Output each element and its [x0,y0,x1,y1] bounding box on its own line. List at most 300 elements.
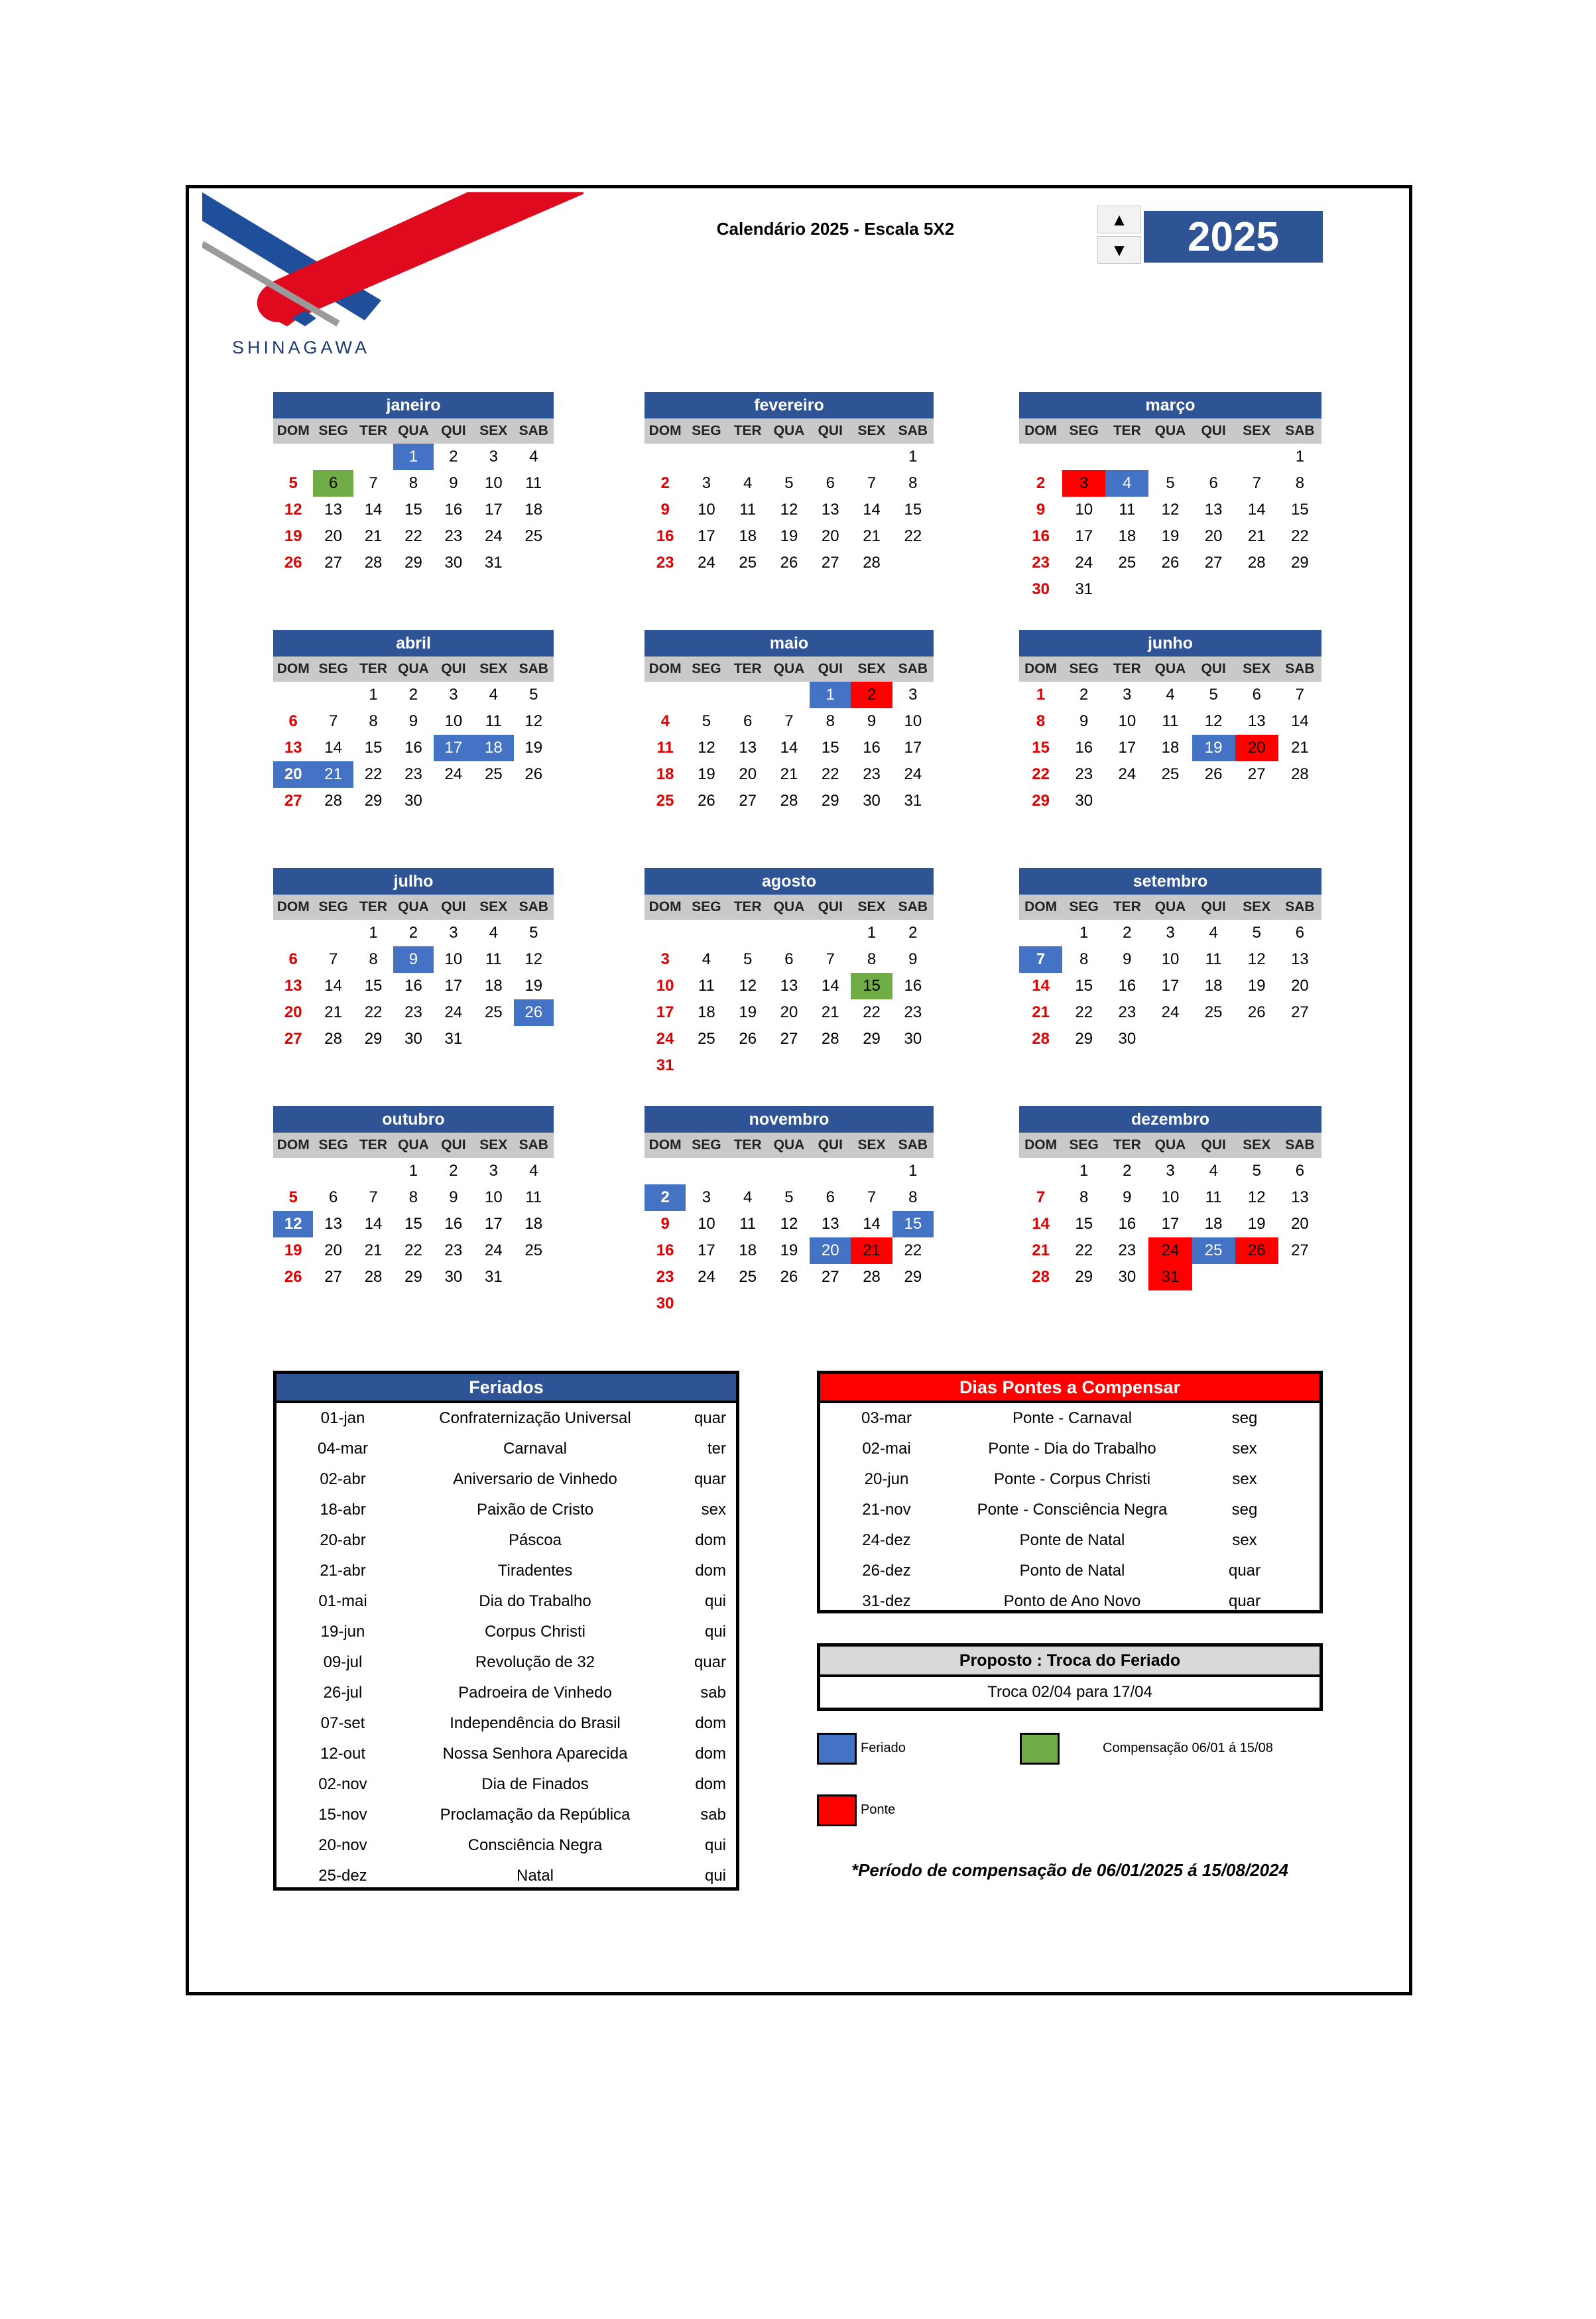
weekday-header: DOM [648,661,682,676]
day-cell-feriado: 12 [273,1211,313,1237]
day-cell: 20 [1204,527,1223,545]
month-title: julho [273,868,554,895]
weekday-header-row [1019,1133,1321,1158]
feriados-weekday: sex [701,1501,726,1519]
day-cell: 2 [449,448,458,466]
weekday-header: QUI [1201,1137,1226,1153]
feriados-row [276,1495,736,1525]
month-title: março [1019,392,1321,418]
feriados-row [276,1647,736,1678]
empty-day-cell [851,444,892,470]
month-title: outubro [273,1106,554,1133]
day-cell: 18 [698,1003,715,1021]
day-cell: 21 [863,527,881,545]
empty-day-cell [313,682,353,708]
day-cell: 6 [784,950,794,968]
day-cell: 9 [408,712,418,730]
day-cell: 30 [404,792,422,810]
day-cell: 2 [660,474,670,492]
month-abril [273,630,554,814]
day-cell: 3 [1123,686,1132,704]
day-cell-feriado: 20 [273,761,313,788]
day-cell: 23 [656,1268,674,1286]
empty-day-cell [514,550,554,576]
day-cell: 26 [1161,554,1180,572]
weekday-header: SAB [1285,661,1315,676]
weekday-header-row [1019,895,1321,920]
day-cell: 27 [1204,554,1223,572]
day-cell: 23 [1118,1241,1136,1259]
pontes-name: Ponto de Ano Novo [1003,1592,1141,1610]
day-cell: 24 [698,1268,715,1286]
empty-day-cell [313,1158,353,1184]
day-cell: 13 [780,977,798,995]
week-row [1019,946,1321,973]
day-cell: 27 [284,1030,302,1048]
pontes-weekday: sex [1232,1531,1257,1549]
pontes-date: 26-dez [862,1562,911,1580]
empty-day-cell [353,1158,393,1184]
weekday-header: SEG [692,661,721,676]
day-cell: 21 [1291,739,1309,757]
day-cell: 13 [324,1215,342,1233]
day-cell: 8 [908,1188,918,1206]
weekday-header: QUA [1154,899,1186,914]
week-row [645,735,934,761]
day-cell: 5 [1209,686,1218,704]
week-row [645,1237,934,1264]
day-cell: 14 [364,501,383,519]
empty-day-cell [892,1052,934,1079]
day-cell: 13 [284,739,302,757]
pontes-weekday: sex [1232,1470,1257,1488]
day-cell: 11 [698,977,715,995]
weekday-header: SEX [479,423,508,438]
logo-text: SHINAGAWA [232,338,371,357]
feriados-weekday: quar [694,1409,726,1427]
year-down-button[interactable]: ▼ [1097,236,1141,264]
weekday-header: QUI [818,899,843,914]
day-cell: 2 [1079,686,1089,704]
day-cell: 26 [698,792,715,810]
week-row [1019,788,1321,814]
day-cell: 22 [1291,527,1309,545]
week-row [273,1211,554,1237]
week-row [1019,920,1321,946]
day-cell: 1 [1079,1162,1089,1180]
pontes-date: 02-mai [862,1440,911,1458]
day-cell: 18 [1204,1215,1223,1233]
legend-compensacao-label: Compensação 06/01 á 15/08 [1103,1741,1273,1755]
day-cell: 31 [484,554,503,572]
weekday-header: SAB [519,899,548,914]
day-cell: 12 [524,950,543,968]
empty-day-cell [1019,920,1062,946]
weekday-header: DOM [276,423,310,438]
week-row [1019,444,1321,470]
empty-day-cell [1235,444,1278,470]
pontes-table [817,1371,1323,1613]
month-outubro [273,1106,554,1290]
weekday-header: SEG [1069,1137,1099,1153]
weekday-header: SEG [318,1137,348,1153]
empty-day-cell [851,1052,892,1079]
day-cell: 16 [404,739,422,757]
empty-day-cell [851,1158,892,1184]
day-cell: 7 [1252,474,1261,492]
day-cell-ponte: 2 [851,682,892,708]
feriados-date: 02-nov [318,1775,367,1793]
weekday-header: TER [359,423,388,438]
empty-day-cell [434,788,473,814]
month-junho [1019,630,1321,814]
weekday-header: SEX [857,1137,886,1153]
feriados-title: Feriados [276,1374,736,1403]
day-cell: 25 [656,792,674,810]
day-cell: 20 [1291,1215,1309,1233]
feriados-date: 02-abr [320,1470,366,1488]
week-row [273,1237,554,1264]
day-cell: 15 [364,739,383,757]
year-up-button[interactable]: ▲ [1097,206,1141,233]
day-cell: 27 [324,554,342,572]
feriados-date: 18-abr [320,1501,366,1519]
day-cell: 29 [1291,554,1309,572]
empty-day-cell [686,444,727,470]
day-cell: 10 [698,1215,715,1233]
weekday-header: SEX [1243,661,1271,676]
week-row [645,920,934,946]
feriados-date: 19-jun [320,1623,365,1641]
day-cell: 22 [904,1241,922,1259]
day-cell: 20 [739,765,757,783]
day-cell: 7 [1295,686,1305,704]
weekday-header: QUI [441,661,466,676]
empty-day-cell [1062,444,1105,470]
day-cell: 27 [1291,1003,1309,1021]
feriados-row [276,1830,736,1861]
empty-day-cell [727,682,768,708]
feriados-name: Dia de Finados [481,1775,589,1793]
day-cell: 6 [1295,924,1305,942]
day-cell: 8 [369,712,378,730]
day-cell: 9 [660,501,670,519]
empty-day-cell [686,1158,727,1184]
day-cell: 1 [408,1162,418,1180]
feriados-row [276,1525,736,1556]
day-cell: 29 [904,1268,922,1286]
week-row [273,1026,554,1052]
week-row [645,470,934,497]
empty-day-cell [1278,1264,1321,1290]
day-cell-feriado: 25 [1192,1237,1235,1264]
feriados-name: Carnaval [503,1440,568,1458]
day-cell: 14 [1247,501,1266,519]
day-cell: 6 [743,712,753,730]
empty-day-cell [1278,576,1321,603]
day-cell: 14 [324,739,342,757]
month-title: abril [273,630,554,657]
empty-day-cell [686,920,727,946]
empty-day-cell [645,444,686,470]
day-cell: 3 [908,686,918,704]
empty-day-cell [1278,1026,1321,1052]
week-row [273,497,554,523]
pontes-date: 31-dez [862,1592,911,1610]
empty-day-cell [1192,444,1235,470]
month-title: maio [645,630,934,657]
day-cell: 13 [1291,950,1309,968]
empty-day-cell [727,1052,768,1079]
day-cell: 13 [284,977,302,995]
month-dezembro [1019,1106,1321,1290]
day-cell: 18 [484,977,503,995]
day-cell: 3 [1166,1162,1175,1180]
pontes-name: Ponte - Carnaval [1012,1409,1133,1427]
day-cell: 18 [739,1241,757,1259]
weekday-header: SAB [898,1137,928,1153]
pontes-name: Ponte - Dia do Trabalho [988,1440,1156,1458]
weekday-header: SAB [519,661,548,676]
weekday-header: QUI [441,423,466,438]
day-cell: 23 [656,554,674,572]
day-cell: 2 [408,686,418,704]
day-cell: 27 [1291,1241,1309,1259]
week-row [1019,761,1321,788]
feriados-name: Aniversario de Vinhedo [453,1470,617,1488]
empty-day-cell [768,444,810,470]
empty-day-cell [514,1026,554,1052]
week-row [273,761,554,788]
year-display: 2025 [1144,211,1323,263]
feriados-row [276,1708,736,1739]
feriados-row [276,1800,736,1830]
day-cell: 22 [821,765,839,783]
day-cell: 22 [863,1003,881,1021]
empty-day-cell [727,920,768,946]
weekday-header: SEX [479,661,508,676]
week-row [273,946,554,973]
feriados-row [276,1586,736,1617]
feriados-name: Confraternização Universal [439,1409,631,1427]
weekday-header: QUA [773,661,805,676]
day-cell: 13 [1247,712,1266,730]
week-row [273,708,554,735]
weekday-header: TER [1113,1137,1141,1153]
day-cell: 7 [328,712,338,730]
day-cell: 30 [1118,1268,1136,1286]
day-cell: 29 [821,792,839,810]
week-row [645,946,934,973]
weekday-header-row [645,418,934,444]
day-cell: 25 [698,1030,715,1048]
week-row [645,1026,934,1052]
day-cell: 4 [529,1162,538,1180]
week-row [273,470,554,497]
day-cell: 14 [863,1215,881,1233]
day-cell: 13 [1204,501,1223,519]
weekday-header: TER [733,1137,762,1153]
day-cell: 10 [656,977,674,995]
day-cell: 16 [444,1215,463,1233]
pontes-name: Ponto de Natal [1019,1562,1125,1580]
feriados-row [276,1678,736,1708]
empty-day-cell [1192,576,1235,603]
day-cell: 24 [444,1003,463,1021]
weekday-header: DOM [648,423,682,438]
day-cell: 11 [1205,1188,1222,1206]
day-cell: 6 [288,950,298,968]
week-row [645,1264,934,1290]
day-cell: 28 [1247,554,1266,572]
day-cell: 5 [784,474,794,492]
day-cell: 16 [444,501,463,519]
day-cell: 2 [408,924,418,942]
feriados-row [276,1861,736,1891]
day-cell: 28 [364,554,383,572]
proposto-title: Proposto : Troca do Feriado [820,1647,1320,1677]
day-cell: 1 [1295,448,1305,466]
day-cell: 10 [1161,1188,1180,1206]
week-row [1019,1264,1321,1290]
week-row [1019,576,1321,603]
weekday-header: SEX [1243,1137,1271,1153]
week-row [645,1052,934,1079]
empty-day-cell [1235,1026,1278,1052]
day-cell: 19 [780,527,798,545]
week-row [645,550,934,576]
day-cell: 3 [702,474,711,492]
day-cell: 9 [1123,950,1132,968]
feriados-weekday: ter [707,1440,726,1458]
weekday-header: DOM [648,1137,682,1153]
empty-day-cell [1019,444,1062,470]
weekday-header: DOM [276,1137,310,1153]
day-cell: 10 [698,501,715,519]
feriados-date: 09-jul [323,1653,363,1671]
day-cell: 7 [369,474,378,492]
week-row [645,444,934,470]
day-cell: 16 [1118,1215,1136,1233]
feriados-date: 26-jul [323,1684,363,1702]
day-cell: 21 [780,765,798,783]
month-title: novembro [645,1106,934,1133]
day-cell: 31 [1075,580,1093,598]
empty-day-cell [768,1158,810,1184]
day-cell: 8 [1079,1188,1089,1206]
weekday-header: QUA [1154,1137,1186,1153]
day-cell: 19 [524,977,543,995]
weekday-header: TER [359,1137,388,1153]
feriados-date: 20-nov [318,1836,367,1854]
empty-day-cell [313,920,353,946]
month-setembro [1019,868,1321,1052]
weekday-header: TER [359,661,388,676]
day-cell: 26 [284,554,302,572]
weekday-header: TER [1113,661,1141,676]
day-cell-feriado: 26 [514,999,554,1026]
day-cell: 24 [1075,554,1093,572]
day-cell: 3 [449,686,458,704]
week-row [273,1184,554,1211]
day-cell: 18 [1118,527,1136,545]
day-cell-ponte: 31 [1148,1264,1192,1290]
month-title: dezembro [1019,1106,1321,1133]
day-cell: 13 [1291,1188,1309,1206]
empty-day-cell [1105,576,1148,603]
day-cell: 27 [324,1268,342,1286]
weekday-header: SAB [1285,899,1315,914]
weekday-header: SEX [857,423,886,438]
day-cell: 12 [1247,1188,1266,1206]
year-spinner[interactable] [1097,206,1145,267]
empty-day-cell [851,1290,892,1317]
day-cell: 23 [404,1003,422,1021]
empty-day-cell [273,444,313,470]
day-cell: 14 [1291,712,1309,730]
day-cell: 13 [821,501,839,519]
week-row [1019,999,1321,1026]
day-cell: 7 [867,474,877,492]
empty-day-cell [1192,788,1235,814]
feriados-date: 12-out [320,1745,366,1763]
week-row [1019,470,1321,497]
day-cell: 2 [1036,474,1046,492]
day-cell: 5 [529,686,538,704]
empty-day-cell [1235,1264,1278,1290]
day-cell: 11 [739,1215,757,1233]
day-cell: 17 [1075,527,1093,545]
weekday-header: QUA [1154,423,1186,438]
day-cell: 12 [698,739,715,757]
day-cell: 8 [908,474,918,492]
day-cell: 27 [739,792,757,810]
day-cell-ponte: 20 [1235,735,1278,761]
week-row [645,999,934,1026]
week-row [1019,497,1321,523]
day-cell: 19 [524,739,543,757]
pontes-name: Ponte de Natal [1019,1531,1125,1549]
month-maio [645,630,934,814]
feriados-weekday: qui [704,1592,726,1610]
feriados-row [276,1739,736,1769]
empty-day-cell [273,682,313,708]
pontes-weekday: seg [1231,1501,1258,1519]
day-cell: 14 [1032,977,1050,995]
month-title: setembro [1019,868,1321,895]
weekday-header: SEG [1069,661,1099,676]
day-cell: 30 [444,554,463,572]
pontes-name: Ponte - Consciência Negra [977,1501,1168,1519]
weekday-header: SAB [519,423,548,438]
day-cell: 15 [404,1215,422,1233]
day-cell: 27 [1247,765,1266,783]
feriados-weekday: qui [704,1867,726,1885]
weekday-header-row [1019,418,1321,444]
day-cell: 11 [485,950,502,968]
day-cell: 27 [780,1030,798,1048]
weekday-header-row [1019,657,1321,682]
weekday-header: SEG [692,899,721,914]
weekday-header: SEX [1243,899,1271,914]
weekday-header: QUI [441,899,466,914]
weekday-header: SAB [898,661,928,676]
day-cell: 6 [826,474,835,492]
empty-day-cell [645,1158,686,1184]
day-cell: 22 [1032,765,1050,783]
day-cell: 31 [656,1056,674,1074]
feriados-row [276,1403,736,1434]
